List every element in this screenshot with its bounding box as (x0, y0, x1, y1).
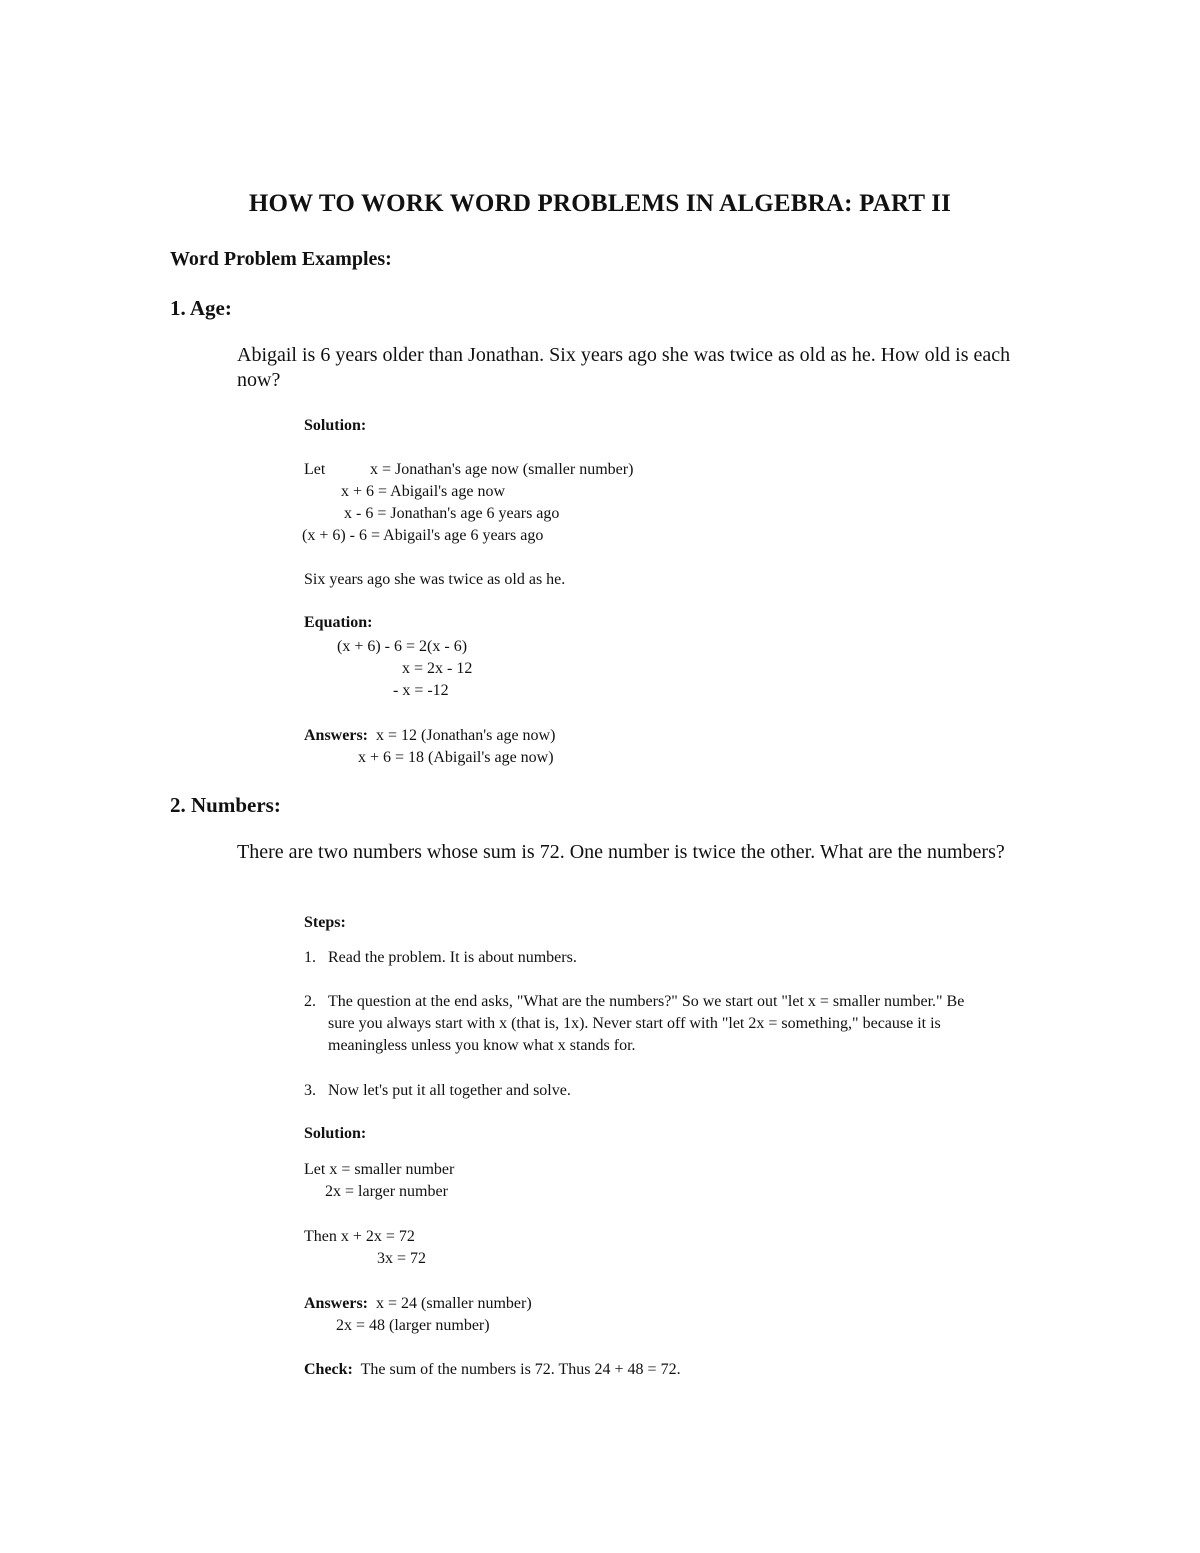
age-let-word: Let (304, 461, 326, 478)
age-problem-text: Abigail is 6 years older than Jonathan. Six years ago she was twice as old as he. How old is each now? (237, 344, 1011, 391)
step-item (304, 991, 1004, 1061)
section-numbers-heading: 2. Numbers: (170, 793, 281, 817)
age-answers-row (304, 725, 555, 747)
step-number: 3. (304, 1082, 316, 1099)
age-answer: x + 6 = 18 (Abigail's age now) (358, 749, 554, 766)
numbers-answers-label: Answers: (304, 1295, 368, 1312)
age-equation-label: Equation: (304, 614, 373, 631)
examples-heading: Word Problem Examples: (170, 248, 392, 270)
step-number: 2. (304, 993, 316, 1010)
step-text: The question at the end asks, "What are the numbers?" So we start out "let x = smaller number." Be sure you always start with x (that is, 1x). Never start off with "let 2x = something," because it is meaningless unless you know what x stands for. (328, 993, 965, 1054)
age-let-line: x - 6 = Jonathan's age 6 years ago (344, 505, 560, 522)
numbers-solution-label: Solution: (304, 1125, 367, 1142)
numbers-answer: x = 24 (smaller number) (376, 1295, 532, 1312)
age-equation-line: x = 2x - 12 (402, 660, 473, 677)
document-title: HOW TO WORK WORD PROBLEMS IN ALGEBRA: PART II (248, 190, 952, 217)
age-answers-label: Answers: (304, 727, 368, 744)
numbers-check-row (304, 1359, 681, 1381)
numbers-then-line: Then x + 2x = 72 (304, 1228, 415, 1245)
step-item (304, 1080, 1004, 1104)
numbers-let-line: 2x = larger number (325, 1183, 448, 1200)
age-let-line: x + 6 = Abigail's age now (341, 483, 506, 500)
numbers-check-label: Check: (304, 1361, 353, 1378)
age-let-line: x = Jonathan's age now (smaller number) (370, 461, 634, 478)
numbers-then-line: 3x = 72 (377, 1250, 427, 1267)
age-let-line: (x + 6) - 6 = Abigail's age 6 years ago (302, 527, 544, 544)
numbers-check-text: The sum of the numbers is 72. Thus 24 + 48 = 72. (360, 1361, 681, 1378)
numbers-problem-text: There are two numbers whose sum is 72. One number is twice the other. What are the numbers? (237, 841, 1005, 863)
numbers-answer: 2x = 48 (larger number) (336, 1317, 490, 1334)
age-equation-line: - x = -12 (393, 682, 449, 699)
numbers-let-line: Let x = smaller number (304, 1161, 455, 1178)
age-statement: Six years ago she was twice as old as he. (304, 571, 566, 588)
age-answer: x = 12 (Jonathan's age now) (376, 727, 556, 744)
step-item (304, 947, 1004, 971)
numbers-steps-label: Steps: (304, 914, 346, 931)
step-text: Read the problem. It is about numbers. (328, 949, 577, 966)
step-number: 1. (304, 949, 316, 966)
section-age-heading: 1. Age: (170, 296, 232, 320)
age-equation-line: (x + 6) - 6 = 2(x - 6) (337, 638, 468, 655)
numbers-answers-row (304, 1293, 532, 1315)
age-solution-label: Solution: (304, 417, 367, 434)
step-text: Now let's put it all together and solve. (328, 1082, 571, 1099)
